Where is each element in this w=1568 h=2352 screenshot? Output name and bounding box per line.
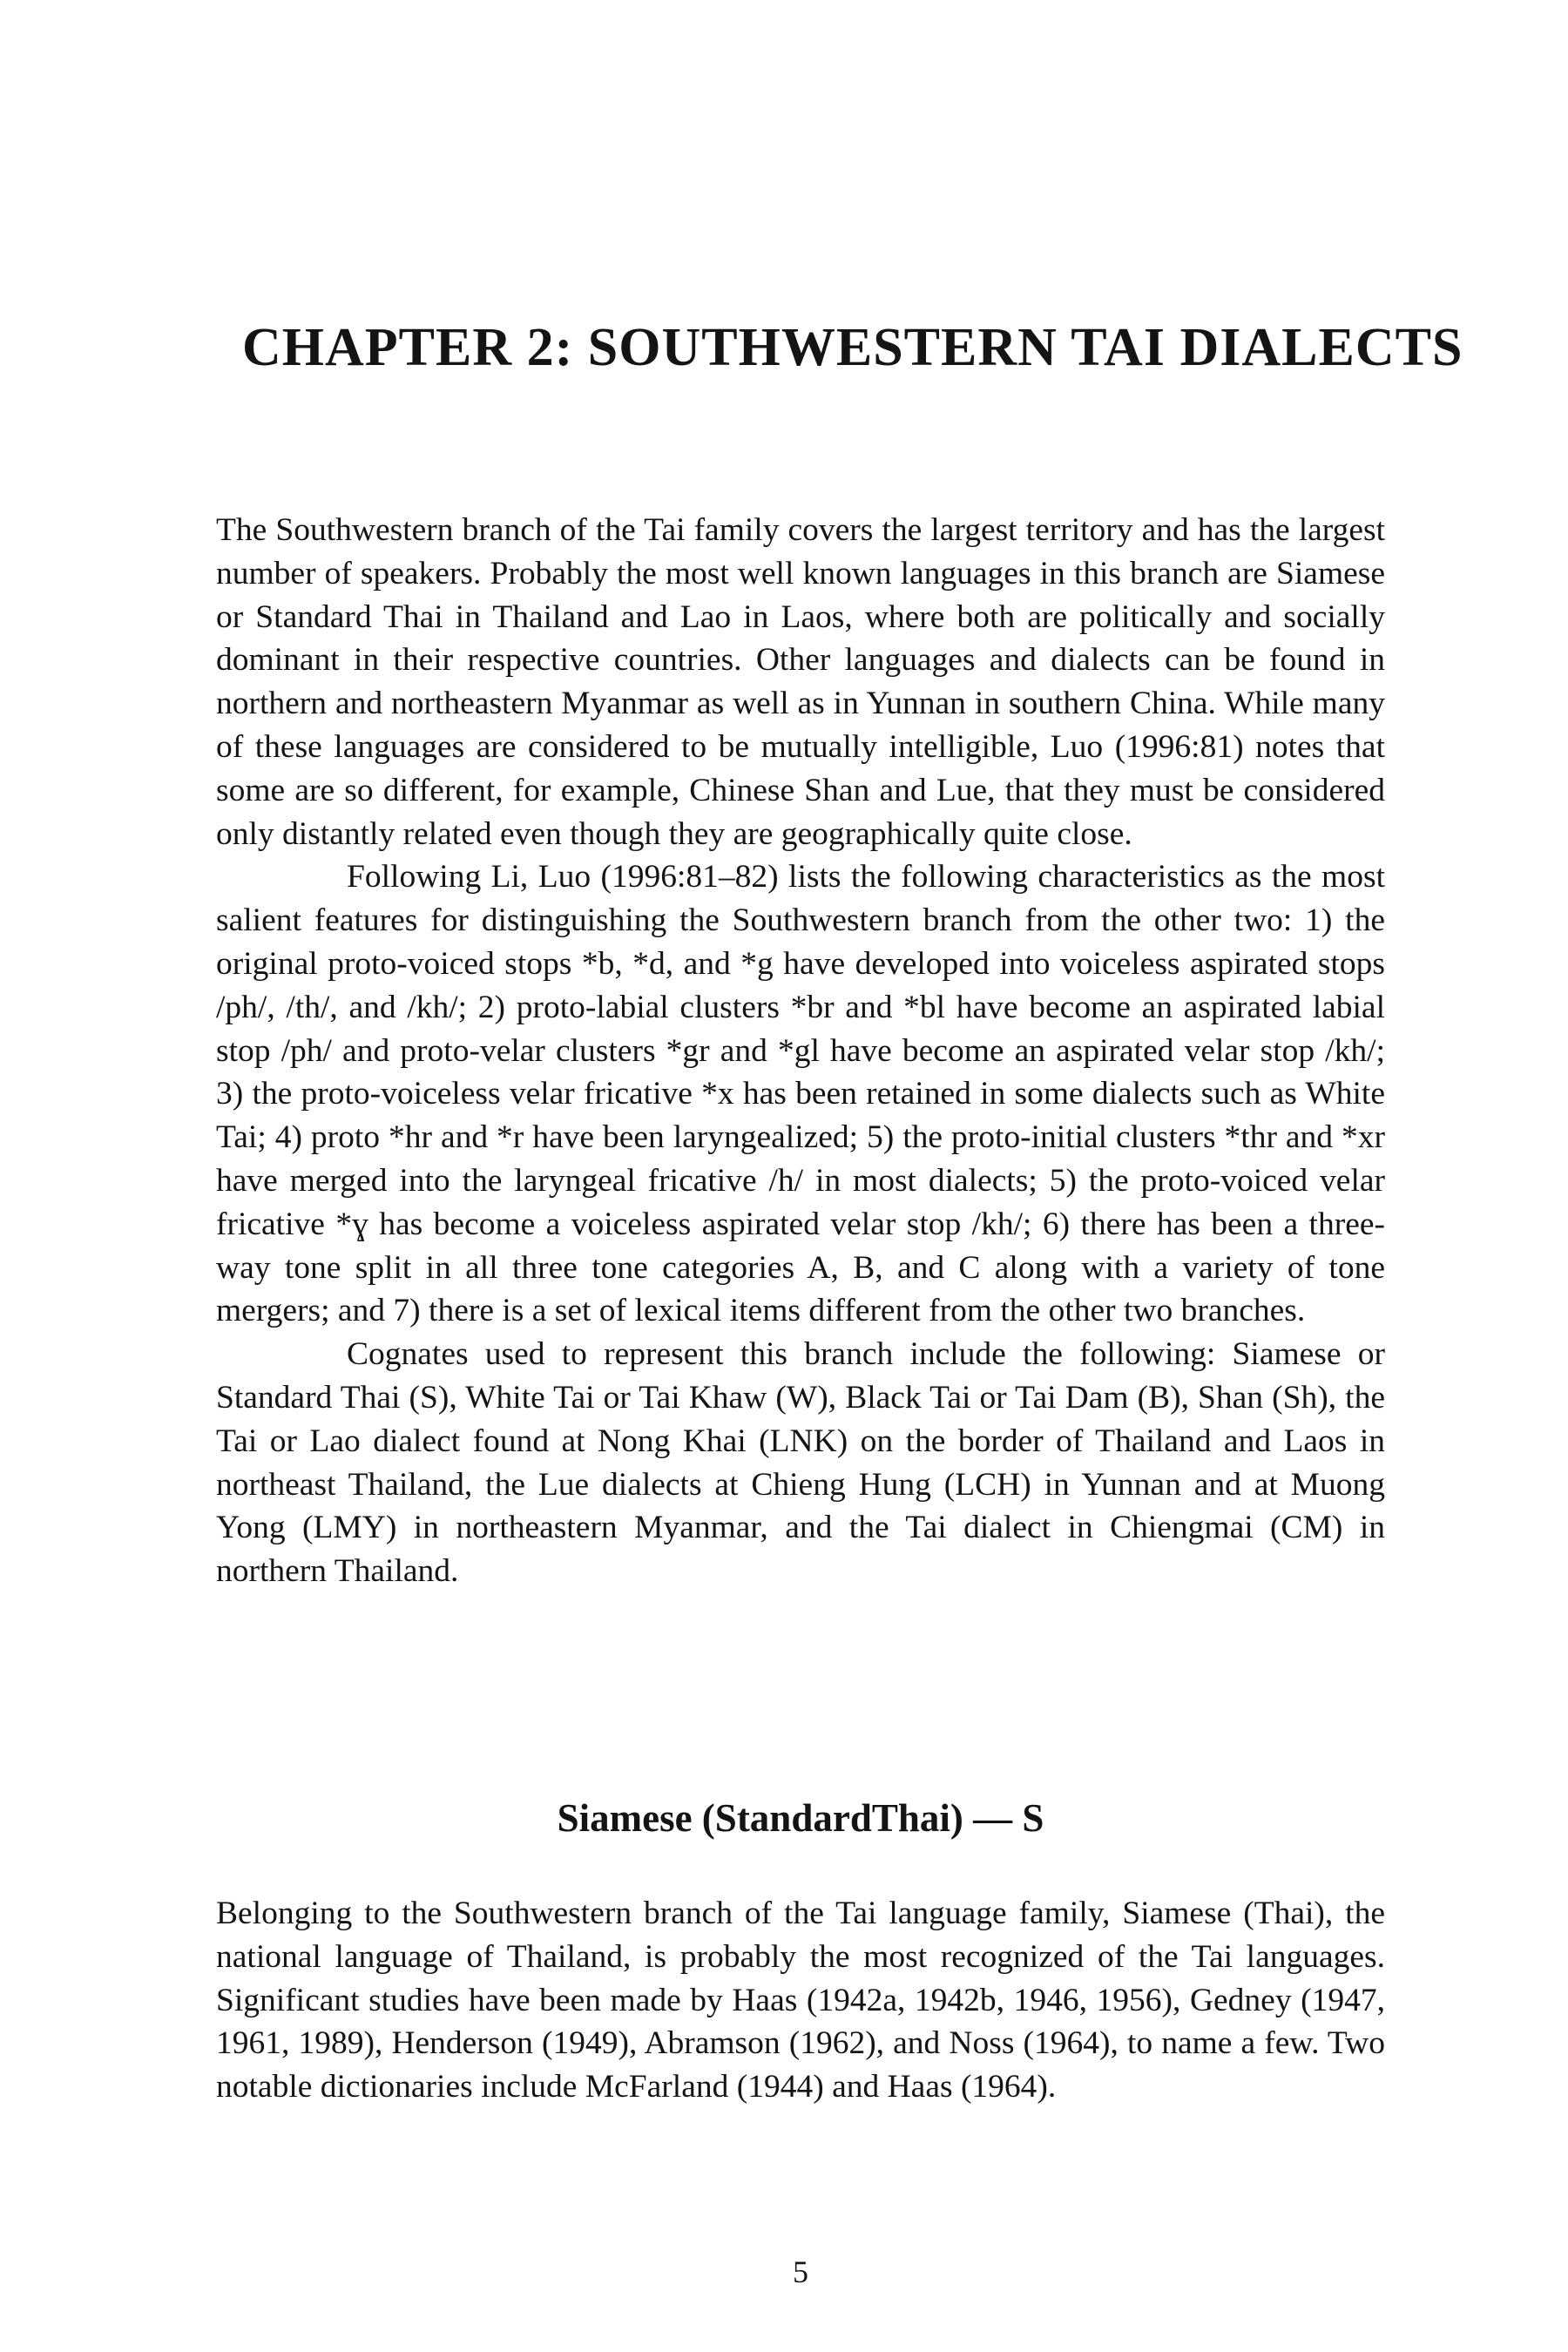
intro-text-block	[216, 509, 1385, 1593]
siamese-text-block	[216, 1892, 1385, 2109]
section-title-siamese: Siamese (StandardThai) — S	[557, 1796, 1044, 1840]
paragraph-distinguishing-features: Following Li, Luo (1996:81–82) lists the following characteristics as the most salient features for distinguishing the Southwestern branch from the other two: 1) the original proto-voiced stops *b, *d, and *g have developed into voiceless aspirated stops /ph/, /th/, and /kh/; 2) proto-labial clusters *br and *bl have become an aspirated labial stop /ph/ and proto-velar clusters *gr and *gl have become an aspirated velar stop /kh/; 3) the proto-voiceless velar fricative *x has been retained in some dialects such as White Tai; 4) proto *hr and *r have been laryngealized; 5) the proto-initial clusters *thr and *xr have merged into the laryngeal fricative /h/ in most dialects; 5) the proto-voiced velar fricative *ɣ has become a voiceless aspirated velar stop /kh/; 6) there has been a three-way tone split in all three tone categories A, B, and C along with a variety of tone mergers; and 7) there is a set of lexical items different from the other two branches.	[216, 859, 1385, 1329]
paragraph-branch-overview: The Southwestern branch of the Tai family covers the largest territory and has the largest number of speakers. Probably the most well known languages in this branch are Siamese or Standard Thai in Thailand and Lao in Laos, where both are politically and socially dominant in their respective countries. Other languages and dialects can be found in northern and northeastern Myanmar as well as in Yunnan in southern China. While many of these languages are considered to be mutually intelligible, Luo (1996:81) notes that some are so different, for example, Chinese Shan and Lue, that they must be considered only distantly related even though they are geographically quite close.	[216, 512, 1385, 852]
book-page	[216, 0, 1463, 2352]
paragraph-cognates: Cognates used to represent this branch include the following: Siamese or Standard Thai (S), White Tai or Tai Khaw (W), Black Tai or Tai Dam (B), Shan (Sh), the Tai or Lao dialect found at Nong Khai (LNK) on the border of Thailand and Laos in northeast Thailand, the Lue dialects at Chieng Hung (LCH) in Yunnan and at Muong Yong (LMY) in northeastern Myanmar, and the Tai dialect in Chiengmai (CM) in northern Thailand.	[216, 1336, 1385, 1590]
page-number: 5	[793, 2254, 808, 2289]
paragraph-siamese: Belonging to the Southwestern branch of the Tai language family, Siamese (Thai), the national language of Thailand, is probably the most recognized of the Tai languages. Significant studies have been made by Haas (1942a, 1942b, 1946, 1956), Gedney (1947, 1961, 1989), Henderson (1949), Abramson (1962), and Noss (1964), to name a few. Two notable dictionaries include McFarland (1944) and Haas (1964).	[216, 1896, 1385, 2105]
chapter-title: CHAPTER 2: SOUTHWESTERN TAI DIALECTS	[242, 318, 1463, 377]
